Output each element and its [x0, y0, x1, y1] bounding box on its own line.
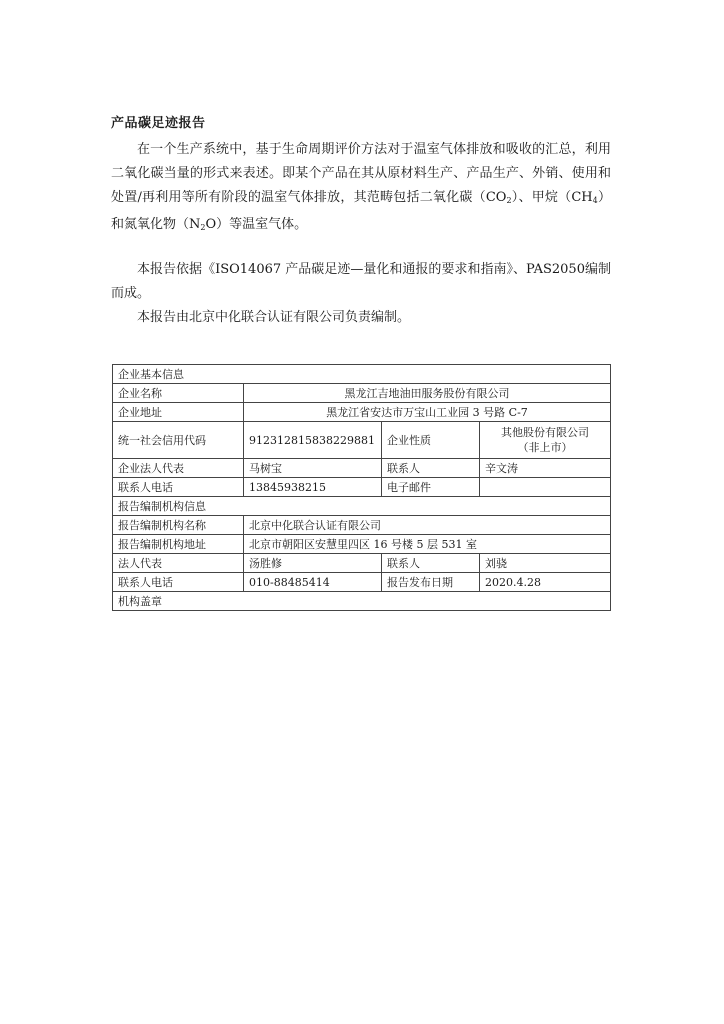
- page-title: 产品碳足迹报告: [111, 116, 206, 131]
- intro-text-d: O）等温室气体。: [205, 217, 308, 232]
- legal-rep-value: 马树宝: [244, 459, 382, 478]
- org-address-label: 报告编制机构地址: [113, 535, 244, 554]
- email-value: [480, 478, 611, 497]
- nature-line-2: （非上市）: [517, 441, 573, 454]
- table-row: [113, 365, 611, 384]
- table-row: [113, 422, 611, 459]
- intro-text-c: ）和氮氧化物（N: [111, 190, 611, 232]
- ch4-subscript: 4: [592, 196, 598, 205]
- table-row: [113, 459, 611, 478]
- contact-phone-label: 联系人电话: [113, 478, 244, 497]
- org-name-value: 北京中化联合认证有限公司: [244, 516, 611, 535]
- contact-label: 联系人: [382, 459, 480, 478]
- credit-code-value: 912312815838229881: [244, 422, 382, 459]
- intro-paragraph: [111, 138, 611, 240]
- company-name-value: 黑龙江吉地油田服务股份有限公司: [244, 384, 611, 403]
- table-row: [113, 516, 611, 535]
- compiler-paragraph: 本报告由北京中化联合认证有限公司负责编制。: [137, 310, 411, 325]
- section-org-header: 报告编制机构信息: [113, 497, 611, 516]
- org-phone-value: 010-88485414: [244, 573, 382, 592]
- intro-text-a: 在一个生产系统中，基于生命周期评价方法对于温室气体排放和吸收的汇总，利用二氧化碳当量的形式来表述。即某个产品在其从原材料生产、产品生产、外销、使用和处置/再利用等所有阶段的温室气体排放，其范畴包括二氧化碳（CO: [111, 142, 611, 205]
- contact-value: 辛文涛: [480, 459, 611, 478]
- table-row: [113, 554, 611, 573]
- org-contact-label: 联系人: [382, 554, 480, 573]
- table-row: [113, 403, 611, 422]
- table-row: [113, 478, 611, 497]
- nature-value: [480, 422, 611, 459]
- company-address-label: 企业地址: [113, 403, 244, 422]
- org-contact-value: 刘骁: [480, 554, 611, 573]
- table-row: [113, 497, 611, 516]
- email-label: 电子邮件: [382, 478, 480, 497]
- org-legal-rep-label: 法人代表: [113, 554, 244, 573]
- basis-paragraph: 本报告依据《ISO14067 产品碳足迹—量化和通报的要求和指南》、PAS2050编制而成。: [111, 262, 611, 301]
- org-legal-rep-value: 汤胜修: [244, 554, 382, 573]
- org-address-value: 北京市朝阳区安慧里四区 16 号楼 5 层 531 室: [244, 535, 611, 554]
- table-row: [113, 573, 611, 592]
- table-row: [113, 384, 611, 403]
- legal-rep-label: 企业法人代表: [113, 459, 244, 478]
- nature-line-1: 其他股份有限公司: [501, 426, 589, 439]
- credit-code-label: 统一社会信用代码: [113, 422, 244, 459]
- seal-label: 机构盖章: [113, 592, 611, 611]
- nature-label: 企业性质: [382, 422, 480, 459]
- contact-phone-value: 13845938215: [244, 478, 382, 497]
- company-info-table: [112, 364, 611, 611]
- section-company-header: 企业基本信息: [113, 365, 611, 384]
- table-row: [113, 592, 611, 611]
- table-row: [113, 535, 611, 554]
- company-address-value: 黑龙江省安达市万宝山工业园 3 号路 C-7: [244, 403, 611, 422]
- intro-text-b: ）、甲烷（CH: [511, 190, 593, 205]
- co2-subscript: 2: [506, 196, 512, 205]
- report-date-value: 2020.4.28: [480, 573, 611, 592]
- org-phone-label: 联系人电话: [113, 573, 244, 592]
- org-name-label: 报告编制机构名称: [113, 516, 244, 535]
- n2o-subscript: 2: [200, 223, 206, 232]
- company-name-label: 企业名称: [113, 384, 244, 403]
- report-date-label: 报告发布日期: [382, 573, 480, 592]
